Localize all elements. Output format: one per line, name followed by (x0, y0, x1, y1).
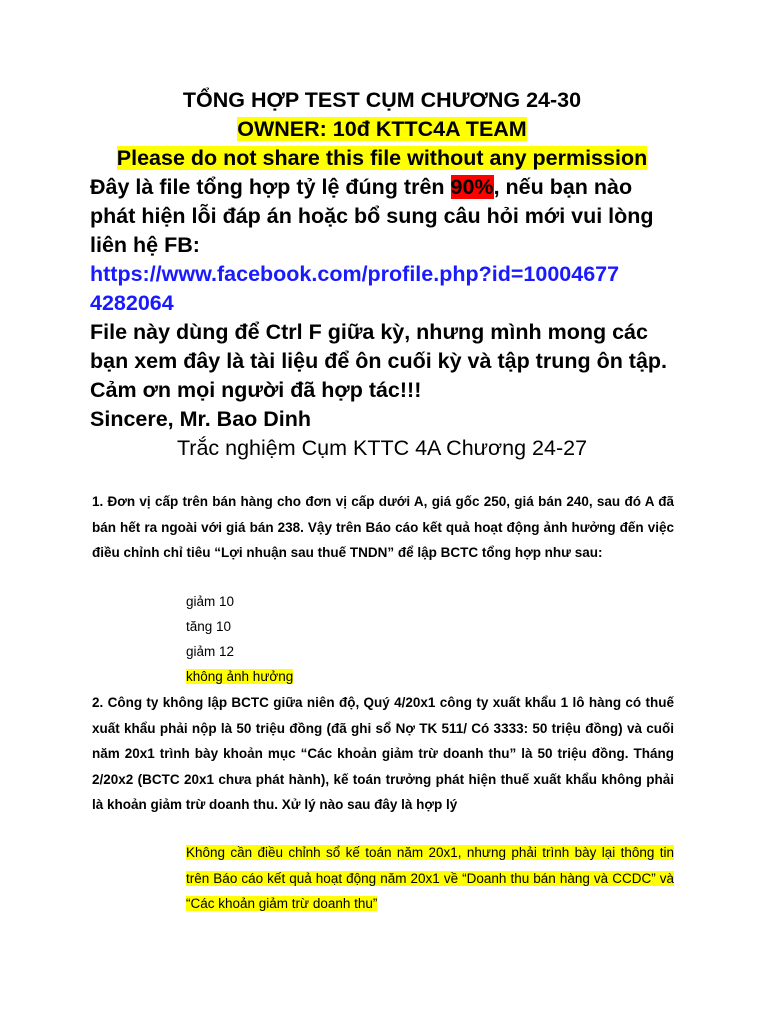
owner-text: OWNER: 10đ KTTC4A TEAM (237, 117, 527, 141)
facebook-link-line-2[interactable]: 4282064 (90, 291, 174, 315)
intro-text-2: , nếu bạn nào phát hiện lỗi đáp án hoặc bổ sung câu hỏi mới vui lòng liên hệ FB: (90, 175, 654, 257)
owner-line (90, 115, 674, 144)
thanks-line: Cảm ơn mọi người đã hợp tác!!! (90, 378, 422, 402)
option-item[interactable]: tăng 10 (186, 619, 232, 634)
notice-line (70, 144, 694, 173)
question-2-answer[interactable] (186, 840, 674, 917)
correct-answer: không ảnh hưởng (186, 669, 294, 684)
accuracy-badge: 90% (450, 175, 494, 199)
section-title: Trắc nghiệm Cụm KTTC 4A Chương 24-27 (176, 436, 588, 460)
usage-note: File này dùng để Ctrl F giữa kỳ, nhưng mình mong các bạn xem đây là tài liệu để ôn cuối kỳ và tập trung ôn tập. (90, 320, 668, 373)
correct-answer: Không cần điều chỉnh sổ kế toán năm 20x1, nhưng phải trình bày lại thông tin trên Báo cáo kết quả hoạt động năm 20x1 về “Doanh thu bán hàng và CCDC” và “Các khoản giảm trừ doanh thu” (186, 845, 674, 911)
notice-text: Please do not share this file without any permission (116, 146, 648, 170)
option-item[interactable]: giảm 12 (186, 644, 235, 659)
document-header (90, 86, 674, 463)
intro-paragraph (90, 173, 674, 260)
option-item[interactable]: giảm 10 (186, 594, 235, 609)
question-2: 2. Công ty không lập BCTC giữa niên độ, Quý 4/20x1 công ty xuất khẩu 1 lô hàng có thuế xuất khẩu phải nộp là 50 triệu đồng (đã ghi sổ Nợ TK 511/ Có 3333: 50 triệu đồng) và cuối năm 20x1 trình bày khoản mục “Các khoản giảm trừ doanh thu” là 50 triệu đồng. Tháng 2/20x2 (BCTC 20x1 chưa phát hành), kế toán trưởng phát hiện thuế xuất khẩu không phải là khoản giảm trừ doanh thu. Xử lý nào sau đây là hợp lý (92, 695, 674, 812)
signature-line: Sincere, Mr. Bao Dinh (90, 407, 312, 431)
facebook-link-line-1[interactable]: https://www.facebook.com/profile.php?id=10004677 (90, 262, 620, 286)
document-title: TỔNG HỢP TEST CỤM CHƯƠNG 24-30 (182, 88, 582, 112)
question-1-options (186, 589, 293, 689)
intro-text-1: Đây là file tổng hợp tỷ lệ đúng trên (90, 175, 451, 199)
facebook-link[interactable] (90, 260, 674, 318)
question-1: 1. Đơn vị cấp trên bán hàng cho đơn vị cấp dưới A, giá gốc 250, giá bán 240, sau đó A đã bán hết ra ngoài với giá bán 238. Vậy trên Báo cáo kết quả hoạt động ảnh hưởng đến việc điều chỉnh chỉ tiêu “Lợi nhuận sau thuế TNDN” để lập BCTC tổng hợp như sau: (92, 494, 674, 560)
option-item-correct[interactable] (186, 664, 293, 689)
